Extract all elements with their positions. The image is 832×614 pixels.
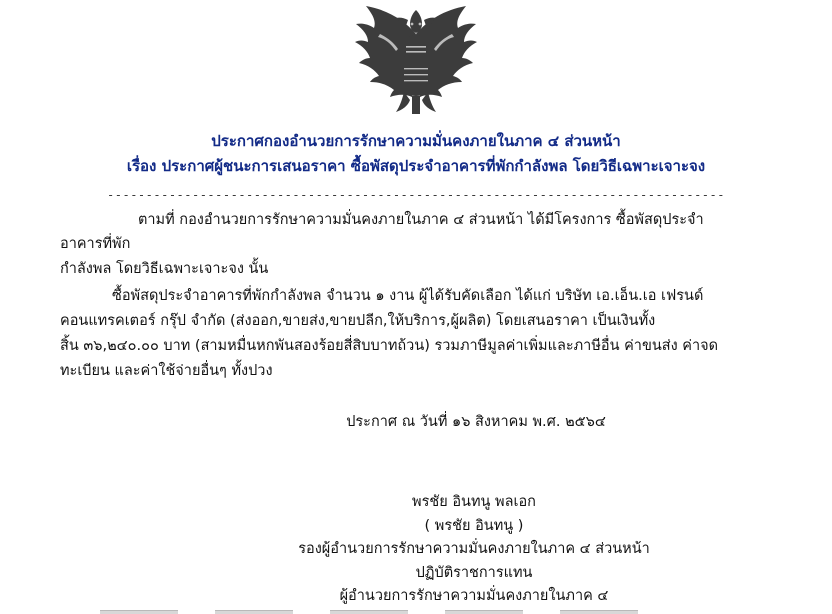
page-bottom-edge [0, 608, 832, 614]
divider-rule: -------------------------------------------------------------------------------- [107, 187, 725, 202]
page-edge-segment [560, 610, 638, 614]
paragraph-2-line-2: คอนแทรคเตอร์ กรุ๊ป จำกัด (ส่งออก,ขายส่ง,ขายปลีก,ให้บริการ,ผู้ผลิต) โดยเสนอราคา เป็นเงินทั้ง [60, 313, 656, 330]
page-title: ประกาศกองอำนวยการรักษาความมั่นคงภายในภาค ๔ ส่วนหน้า [211, 132, 621, 150]
paragraph-2-line-1: ซื้อพัสดุประจำอาคารที่พักกำลังพล จำนวน ๑ งาน ผู้ได้รับคัดเลือก ได้แก่ บริษัท เอ.เอ็น.เอ เฟรนด์ [112, 288, 704, 305]
signer-name-parenthetical: ( พรชัย อินทนู ) [424, 517, 524, 534]
document-body [0, 208, 832, 385]
paragraph-2 [60, 284, 740, 384]
paragraph-1-line-2: กำลังพล โดยวิธีเฉพาะเจาะจง นั้น [60, 261, 269, 278]
garuda-emblem [350, 4, 482, 116]
emblem-container [0, 0, 832, 116]
announcement-date [0, 410, 832, 433]
document-heading [0, 130, 832, 180]
page-edge-segment [100, 610, 178, 614]
signature-inner [298, 491, 650, 608]
page-edge-segment [445, 610, 523, 614]
paragraph-2-line-4: ทะเบียน และค่าใช้จ่ายอื่นๆ ทั้งปวง [60, 363, 273, 380]
announcement-date-text: ประกาศ ณ วันที่ ๑๖ สิงหาคม พ.ศ. ๒๕๖๔ [346, 414, 606, 431]
signature-block [0, 491, 832, 608]
page-edge-segment [215, 610, 293, 614]
signer-role-line-1: รองผู้อำนวยการรักษาความมั่นคงภายในภาค ๔ ส่วนหน้า [298, 541, 650, 558]
signer-role-line-3: ผู้อำนวยการรักษาความมั่นคงภายในภาค ๔ [339, 588, 609, 604]
page-subtitle: เรื่อง ประกาศผู้ชนะการเสนอราคา ซื้อพัสดุประจำอาคารที่พักกำลังพล โดยวิธีเฉพาะเจาะจง [126, 157, 706, 176]
page-edge-segment [330, 610, 408, 614]
paragraph-1-line-1: ตามที่ กองอำนวยการรักษาความมั่นคงภายในภาค ๔ ส่วนหน้า ได้มีโครงการ ซื้อพัสดุประจำอาคารที่พัก [60, 211, 704, 253]
paragraph-1 [60, 208, 740, 283]
signer-name: พรชัย อินทนู พลเอก [412, 494, 536, 511]
paragraph-2-line-3: สิ้น ๓๖,๒๔๐.๐๐ บาท (สามหมื่นหกพันสองร้อยสี่สิบบาทถ้วน) รวมภาษีมูลค่าเพิ่มและภาษีอื่น ค่าขนส่ง ค่าจด [60, 338, 719, 355]
signer-role-line-2: ปฏิบัติราชการแทน [415, 564, 533, 581]
